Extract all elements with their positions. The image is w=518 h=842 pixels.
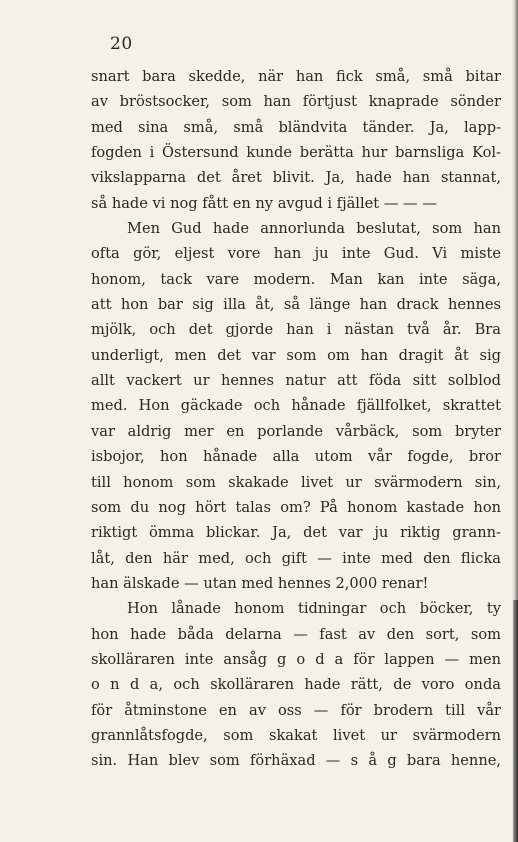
text-line: var aldrig mer en porlande vårbäck, som bryter: [91, 422, 501, 440]
text-line: ofta gör, eljest vore han ju inte Gud. Vi miste: [91, 245, 501, 263]
text-line: låt, den här med, och gift — inte med den flicka: [91, 549, 501, 567]
text-line: fogden i Östersund kunde berätta hur barnsliga Kol-: [91, 144, 501, 162]
text-line: för åtminstone en av oss — för brodern till vår: [91, 701, 501, 719]
text-line: så hade vi nog fått en ny avgud i fjället — — —: [91, 194, 437, 212]
text-line: honom, tack vare modern. Man kan inte säga,: [91, 270, 501, 288]
text-line: med. Hon gäckade och hånade fjällfolket, skrattet: [91, 397, 501, 415]
text-line: Men Gud hade annorlunda beslutat, som han: [127, 220, 501, 238]
text-line: mjölk, och det gjorde han i nästan två år. Bra: [91, 321, 501, 339]
text-line: som du nog hört talas om? På honom kastade hon: [91, 498, 501, 516]
text-line: o n d a, och skolläraren hade rätt, de voro onda: [91, 676, 501, 694]
text-line: med sina små, små bländvita tänder. Ja, lapp-: [91, 118, 501, 136]
text-line: vikslapparna det året blivit. Ja, hade han stannat,: [91, 169, 501, 187]
page-number: 20: [110, 34, 133, 54]
text-line: av bröstsocker, som han förtjust knaprade sönder: [91, 93, 501, 111]
text-line: skolläraren inte ansåg g o d a för lappen — men: [91, 650, 501, 668]
text-line: snart bara skedde, när han fick små, små bitar: [91, 68, 501, 85]
text-line: att hon bar sig illa åt, så länge han drack hennes: [91, 296, 501, 314]
text-line: sin. Han blev som förhäxad — s å g bara henne,: [91, 752, 501, 770]
text-line: han älskade — utan med hennes 2,000 renar!: [91, 574, 429, 592]
text-line: hon hade båda delarna — fast av den sort, som: [91, 625, 501, 643]
text-line: till honom som skakade livet ur svärmodern sin,: [91, 473, 501, 491]
page-edge-shadow: [513, 600, 518, 842]
text-line: grannlåtsfogde, som skakat livet ur svärmodern: [91, 726, 501, 744]
text-line: allt vackert ur hennes natur att föda sitt solblod: [91, 372, 501, 390]
body-text: [91, 64, 501, 774]
text-line: isbojor, hon hånade alla utom vår fogde, bror: [91, 448, 501, 466]
text-line: Hon lånade honom tidningar och böcker, ty: [127, 600, 501, 618]
text-line: underligt, men det var som om han dragit åt sig: [91, 346, 501, 364]
text-line: riktigt ömma blickar. Ja, det var ju riktig grann-: [91, 524, 501, 542]
